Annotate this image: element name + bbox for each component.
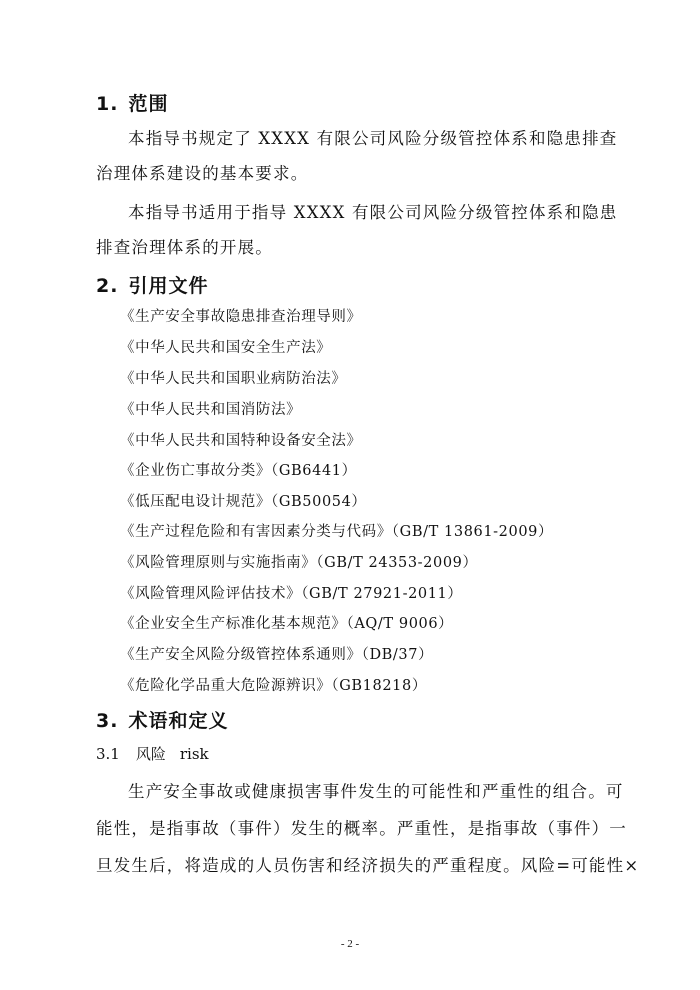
paragraph-line: 治理体系建设的基本要求。 [96, 164, 309, 183]
reference-item: 《中华人民共和国安全生产法》 [120, 340, 332, 356]
paragraph-line: 本指导书规定了 XXXX 有限公司风险分级管控体系和隐患排查 [128, 129, 618, 148]
section-heading-scope [96, 89, 168, 116]
section-number: 2. [96, 275, 119, 297]
reference-item: 《生产安全事故隐患排查治理导则》 [120, 309, 362, 325]
reference-item: 《危险化学品重大危险源辨识》（GB18218） [120, 678, 427, 694]
subsection-number: 3.1 [96, 745, 120, 763]
paragraph-line: 本指导书适用于指导 XXXX 有限公司风险分级管控体系和隐患 [128, 203, 618, 222]
subsection-heading-risk [96, 743, 209, 764]
reference-item: 《风险管理风险评估技术》（GB/T 27921-2011） [120, 586, 463, 602]
reference-item: 《风险管理原则与实施指南》（GB/T 24353-2009） [120, 555, 478, 571]
reference-item: 《企业伤亡事故分类》（GB6441） [120, 463, 357, 479]
section-number: 1. [96, 93, 119, 115]
reference-item: 《企业安全生产标准化基本规范》（AQ/T 9006） [120, 616, 454, 632]
section-heading-references [96, 271, 208, 298]
paragraph-line: 能性，是指事故（事件）发生的概率。严重性，是指事故（事件）一 [96, 819, 627, 838]
reference-item: 《生产过程危险和有害因素分类与代码》（GB/T 13861-2009） [120, 524, 554, 540]
term-english: risk [179, 745, 209, 763]
section-title: 术语和定义 [128, 710, 229, 732]
reference-item: 《低压配电设计规范》（GB50054） [120, 494, 367, 510]
paragraph-line: 生产安全事故或健康损害事件发生的可能性和严重性的组合。可 [128, 782, 624, 801]
page-number: - 2 - [340, 938, 360, 950]
paragraph-line: 排查治理体系的开展。 [96, 238, 273, 257]
section-title: 引用文件 [128, 275, 209, 297]
paragraph-line: 旦发生后，将造成的人员伤害和经济损失的严重程度。风险=可能性× [96, 856, 640, 875]
section-number: 3. [96, 710, 119, 732]
reference-item: 《中华人民共和国消防法》 [120, 402, 302, 418]
reference-item: 《中华人民共和国特种设备安全法》 [120, 433, 362, 449]
section-heading-terms [96, 706, 228, 733]
reference-item: 《生产安全风险分级管控体系通则》（DB/37） [120, 647, 434, 663]
reference-item: 《中华人民共和国职业病防治法》 [120, 371, 347, 387]
term-name: 风险 [135, 745, 166, 763]
section-title: 范围 [128, 93, 169, 115]
